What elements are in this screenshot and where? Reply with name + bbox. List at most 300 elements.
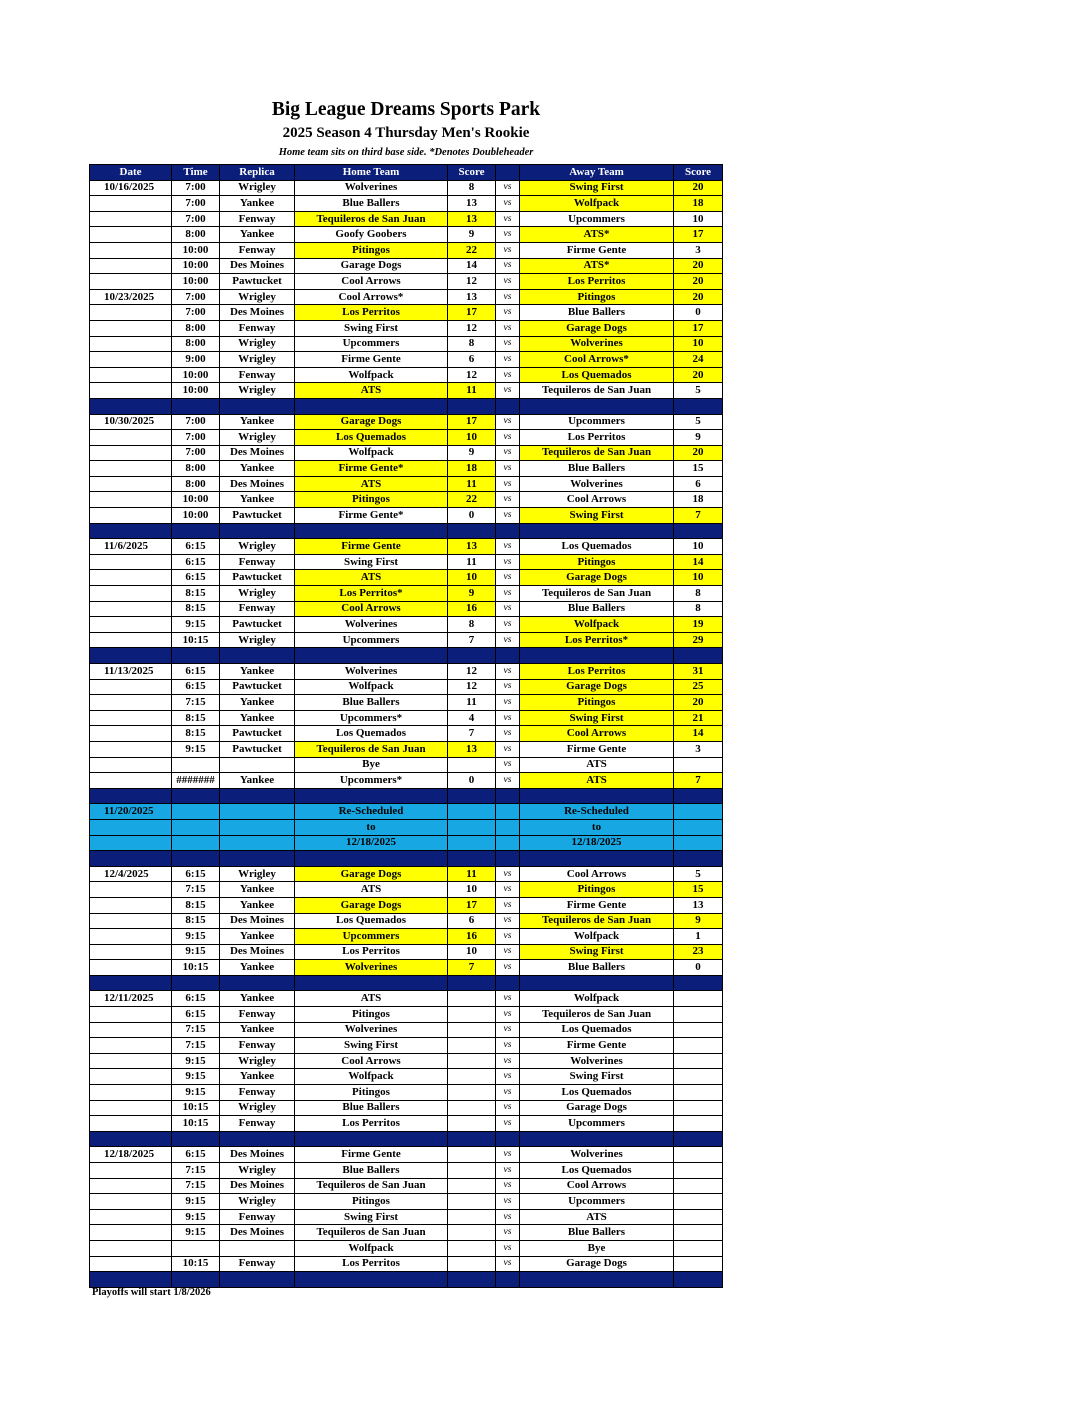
date-cell [90, 835, 172, 851]
vs-cell: vs [496, 1256, 520, 1272]
away-score-cell: 0 [674, 305, 723, 321]
time-cell: 9:00 [172, 352, 220, 368]
game-row [90, 1038, 723, 1054]
away-team-cell: Firme Gente [520, 242, 674, 258]
separator-cell [496, 648, 520, 664]
time-cell: 7:00 [172, 430, 220, 446]
time-cell: ####### [172, 773, 220, 789]
away-score-cell: 7 [674, 773, 723, 789]
time-cell: 7:15 [172, 1178, 220, 1194]
away-team-cell: Garage Dogs [520, 570, 674, 586]
time-cell [172, 757, 220, 773]
separator-cell [90, 523, 172, 539]
separator-cell [220, 851, 295, 867]
game-row [90, 695, 723, 711]
away-team-cell: Los Quemados [520, 1163, 674, 1179]
home-team-cell: Wolverines [295, 664, 448, 680]
away-team-cell: Swing First [520, 508, 674, 524]
away-score-cell: 17 [674, 227, 723, 243]
away-team-cell: Wolverines [520, 1147, 674, 1163]
vs-cell: vs [496, 1178, 520, 1194]
away-score-cell: 5 [674, 866, 723, 882]
time-cell: 10:15 [172, 632, 220, 648]
separator-cell [520, 975, 674, 991]
date-cell [90, 430, 172, 446]
vs-cell: vs [496, 960, 520, 976]
separator-cell [520, 648, 674, 664]
away-score-cell: 7 [674, 508, 723, 524]
game-row [90, 1116, 723, 1132]
time-cell: 7:15 [172, 695, 220, 711]
away-team-cell: ATS [520, 1209, 674, 1225]
home-team-cell: Cool Arrows [295, 1053, 448, 1069]
separator-cell [496, 788, 520, 804]
home-team-cell: Swing First [295, 1038, 448, 1054]
away-team-cell: Bye [520, 1240, 674, 1256]
home-team-cell: Cool Arrows [295, 274, 448, 290]
home-team-cell: Garage Dogs [295, 897, 448, 913]
vs-cell: vs [496, 726, 520, 742]
home-score-cell: 11 [448, 383, 496, 399]
away-score-cell: 21 [674, 710, 723, 726]
away-score-cell: 20 [674, 274, 723, 290]
separator-cell [220, 788, 295, 804]
separator-cell [496, 1131, 520, 1147]
away-team-cell: Swing First [520, 1069, 674, 1085]
separator-cell [90, 1272, 172, 1288]
away-score-cell: 8 [674, 586, 723, 602]
replica-cell: Yankee [220, 492, 295, 508]
home-team-cell: Re-Scheduled [295, 804, 448, 820]
time-cell: 8:00 [172, 336, 220, 352]
vs-cell: vs [496, 617, 520, 633]
home-score-cell [448, 1240, 496, 1256]
home-score-cell [448, 757, 496, 773]
home-team-cell: Los Perritos* [295, 586, 448, 602]
home-team-cell: Wolverines [295, 1022, 448, 1038]
vs-cell [496, 804, 520, 820]
vs-cell [496, 835, 520, 851]
home-team-cell: Garage Dogs [295, 258, 448, 274]
home-score-cell [448, 1178, 496, 1194]
replica-cell [220, 835, 295, 851]
separator-cell [172, 788, 220, 804]
time-cell: 6:15 [172, 570, 220, 586]
vs-cell: vs [496, 1022, 520, 1038]
game-row [90, 554, 723, 570]
game-row [90, 445, 723, 461]
col-header-home-score: Score [448, 165, 496, 181]
away-score-cell: 9 [674, 430, 723, 446]
game-row [90, 476, 723, 492]
away-score-cell: 15 [674, 461, 723, 477]
replica-cell: Des Moines [220, 258, 295, 274]
time-cell: 7:00 [172, 180, 220, 196]
home-team-cell: to [295, 819, 448, 835]
away-score-cell [674, 804, 723, 820]
replica-cell: Wrigley [220, 586, 295, 602]
home-team-cell: Goofy Goobers [295, 227, 448, 243]
time-cell: 7:15 [172, 1022, 220, 1038]
time-cell: 6:15 [172, 991, 220, 1007]
vs-cell: vs [496, 664, 520, 680]
separator-cell [674, 398, 723, 414]
separator-cell [520, 1131, 674, 1147]
home-score-cell [448, 1069, 496, 1085]
game-row [90, 258, 723, 274]
home-team-cell: Upcommers* [295, 710, 448, 726]
separator-cell [448, 398, 496, 414]
time-cell: 9:15 [172, 929, 220, 945]
separator-cell [172, 648, 220, 664]
away-team-cell: Wolverines [520, 1053, 674, 1069]
home-score-cell: 0 [448, 773, 496, 789]
separator-cell [520, 851, 674, 867]
away-team-cell: Swing First [520, 710, 674, 726]
away-team-cell: Cool Arrows* [520, 352, 674, 368]
away-score-cell [674, 1116, 723, 1132]
vs-cell: vs [496, 492, 520, 508]
away-score-cell: 20 [674, 445, 723, 461]
replica-cell: Fenway [220, 554, 295, 570]
date-cell [90, 1038, 172, 1054]
replica-cell: Des Moines [220, 445, 295, 461]
time-cell: 9:15 [172, 1085, 220, 1101]
game-row [90, 383, 723, 399]
home-score-cell: 22 [448, 242, 496, 258]
time-cell: 10:00 [172, 508, 220, 524]
home-team-cell: Firme Gente [295, 352, 448, 368]
away-score-cell: 20 [674, 695, 723, 711]
time-cell: 9:15 [172, 741, 220, 757]
game-row [90, 1178, 723, 1194]
vs-cell: vs [496, 554, 520, 570]
vs-cell: vs [496, 1194, 520, 1210]
vs-cell: vs [496, 757, 520, 773]
game-row [90, 1225, 723, 1241]
playoffs-note: Playoffs will start 1/8/2026 [92, 1287, 211, 1298]
away-score-cell [674, 819, 723, 835]
vs-cell: vs [496, 882, 520, 898]
vs-cell: vs [496, 1085, 520, 1101]
away-team-cell: Tequileros de San Juan [520, 445, 674, 461]
col-header-replica: Replica [220, 165, 295, 181]
time-cell: 7:15 [172, 1163, 220, 1179]
home-score-cell: 10 [448, 570, 496, 586]
away-team-cell: ATS [520, 757, 674, 773]
game-row [90, 1209, 723, 1225]
date-cell [90, 882, 172, 898]
date-cell [90, 1225, 172, 1241]
vs-cell: vs [496, 445, 520, 461]
date-cell [90, 710, 172, 726]
time-cell: 8:15 [172, 897, 220, 913]
vs-cell: vs [496, 242, 520, 258]
away-team-cell: Wolverines [520, 476, 674, 492]
home-team-cell: Tequileros de San Juan [295, 741, 448, 757]
date-cell [90, 1194, 172, 1210]
away-score-cell [674, 1100, 723, 1116]
date-cell [90, 1240, 172, 1256]
date-cell [90, 1022, 172, 1038]
time-cell: 8:15 [172, 601, 220, 617]
date-cell [90, 320, 172, 336]
away-score-cell [674, 1022, 723, 1038]
home-team-cell: Upcommers [295, 929, 448, 945]
time-cell: 9:15 [172, 1225, 220, 1241]
time-cell: 9:15 [172, 617, 220, 633]
replica-cell: Pawtucket [220, 726, 295, 742]
away-score-cell: 18 [674, 492, 723, 508]
game-row [90, 617, 723, 633]
date-cell [90, 196, 172, 212]
home-score-cell: 11 [448, 866, 496, 882]
date-cell [90, 757, 172, 773]
away-team-cell: Firme Gente [520, 741, 674, 757]
col-header-away-team: Away Team [520, 165, 674, 181]
replica-cell: Des Moines [220, 1178, 295, 1194]
date-cell [90, 461, 172, 477]
separator-cell [172, 523, 220, 539]
away-team-cell: Firme Gente [520, 1038, 674, 1054]
replica-cell: Yankee [220, 710, 295, 726]
vs-cell: vs [496, 710, 520, 726]
home-score-cell: 10 [448, 944, 496, 960]
game-row [90, 1240, 723, 1256]
date-cell [90, 741, 172, 757]
vs-cell: vs [496, 897, 520, 913]
home-score-cell [448, 1053, 496, 1069]
replica-cell: Fenway [220, 367, 295, 383]
home-score-cell [448, 804, 496, 820]
week-separator [90, 523, 723, 539]
replica-cell: Des Moines [220, 1147, 295, 1163]
home-team-cell: Swing First [295, 554, 448, 570]
replica-cell: Wrigley [220, 866, 295, 882]
separator-cell [172, 1272, 220, 1288]
replica-cell: Yankee [220, 196, 295, 212]
vs-cell: vs [496, 196, 520, 212]
game-row [90, 1085, 723, 1101]
replica-cell: Wrigley [220, 1100, 295, 1116]
separator-cell [220, 1272, 295, 1288]
game-row [90, 586, 723, 602]
separator-cell [520, 788, 674, 804]
time-cell: 9:15 [172, 1069, 220, 1085]
time-cell: 10:00 [172, 258, 220, 274]
away-score-cell: 20 [674, 180, 723, 196]
home-score-cell: 17 [448, 414, 496, 430]
away-team-cell: Tequileros de San Juan [520, 1007, 674, 1023]
date-cell [90, 1100, 172, 1116]
away-team-cell: Upcommers [520, 211, 674, 227]
date-cell [90, 586, 172, 602]
time-cell: 10:00 [172, 383, 220, 399]
away-team-cell: Blue Ballers [520, 1225, 674, 1241]
away-team-cell: Blue Ballers [520, 461, 674, 477]
replica-cell: Fenway [220, 211, 295, 227]
away-team-cell: Garage Dogs [520, 320, 674, 336]
time-cell: 10:00 [172, 492, 220, 508]
game-row [90, 461, 723, 477]
separator-cell [295, 1131, 448, 1147]
time-cell: 7:15 [172, 882, 220, 898]
separator-cell [496, 1272, 520, 1288]
time-cell: 6:15 [172, 554, 220, 570]
home-team-cell: Los Perritos [295, 1116, 448, 1132]
replica-cell: Des Moines [220, 1225, 295, 1241]
home-team-cell: Tequileros de San Juan [295, 1225, 448, 1241]
home-team-cell: ATS [295, 991, 448, 1007]
time-cell: 7:00 [172, 211, 220, 227]
schedule-table [89, 164, 723, 1288]
replica-cell: Des Moines [220, 913, 295, 929]
vs-cell: vs [496, 274, 520, 290]
away-score-cell: 24 [674, 352, 723, 368]
col-header-vs [496, 165, 520, 181]
vs-cell: vs [496, 383, 520, 399]
vs-cell: vs [496, 430, 520, 446]
home-team-cell: Garage Dogs [295, 414, 448, 430]
separator-cell [90, 788, 172, 804]
page-subtitle: 2025 Season 4 Thursday Men's Rookie [282, 125, 530, 141]
away-score-cell: 8 [674, 601, 723, 617]
separator-cell [520, 523, 674, 539]
replica-cell: Wrigley [220, 1163, 295, 1179]
home-score-cell: 11 [448, 476, 496, 492]
separator-cell [220, 975, 295, 991]
home-score-cell: 12 [448, 367, 496, 383]
time-cell: 8:15 [172, 710, 220, 726]
home-team-cell: Wolverines [295, 180, 448, 196]
replica-cell: Yankee [220, 897, 295, 913]
home-team-cell: Firme Gente* [295, 461, 448, 477]
home-score-cell [448, 1209, 496, 1225]
separator-cell [448, 1272, 496, 1288]
date-cell: 10/23/2025 [90, 289, 172, 305]
separator-cell [172, 1131, 220, 1147]
away-score-cell: 9 [674, 913, 723, 929]
replica-cell: Wrigley [220, 383, 295, 399]
away-score-cell [674, 1240, 723, 1256]
home-score-cell: 10 [448, 430, 496, 446]
away-team-cell: Los Perritos [520, 664, 674, 680]
away-team-cell: Swing First [520, 180, 674, 196]
away-team-cell: Upcommers [520, 1116, 674, 1132]
home-team-cell: Firme Gente [295, 539, 448, 555]
time-cell: 8:15 [172, 913, 220, 929]
home-team-cell: Blue Ballers [295, 1163, 448, 1179]
date-cell [90, 819, 172, 835]
game-row [90, 492, 723, 508]
time-cell: 10:00 [172, 367, 220, 383]
replica-cell: Pawtucket [220, 741, 295, 757]
vs-cell: vs [496, 679, 520, 695]
away-team-cell: to [520, 819, 674, 835]
date-cell [90, 383, 172, 399]
replica-cell: Yankee [220, 991, 295, 1007]
date-cell [90, 929, 172, 945]
replica-cell: Wrigley [220, 430, 295, 446]
vs-cell: vs [496, 1007, 520, 1023]
col-header-date: Date [90, 165, 172, 181]
vs-cell: vs [496, 289, 520, 305]
game-row [90, 741, 723, 757]
away-score-cell [674, 1225, 723, 1241]
home-team-cell: Swing First [295, 320, 448, 336]
home-team-cell: Wolfpack [295, 1240, 448, 1256]
date-cell [90, 960, 172, 976]
replica-cell: Fenway [220, 1209, 295, 1225]
home-team-cell: Firme Gente [295, 1147, 448, 1163]
time-cell: 6:15 [172, 679, 220, 695]
home-team-cell: Los Quemados [295, 430, 448, 446]
vs-cell: vs [496, 1053, 520, 1069]
separator-cell [90, 975, 172, 991]
game-row [90, 913, 723, 929]
home-team-cell: Los Perritos [295, 1256, 448, 1272]
replica-cell: Fenway [220, 242, 295, 258]
separator-cell [90, 1131, 172, 1147]
date-cell [90, 258, 172, 274]
game-row [90, 1069, 723, 1085]
game-row [90, 679, 723, 695]
home-score-cell: 10 [448, 882, 496, 898]
replica-cell: Fenway [220, 1085, 295, 1101]
vs-cell [496, 819, 520, 835]
date-cell [90, 211, 172, 227]
time-cell: 8:00 [172, 476, 220, 492]
home-score-cell: 6 [448, 913, 496, 929]
home-team-cell: Pitingos [295, 1007, 448, 1023]
away-team-cell: Los Perritos* [520, 632, 674, 648]
separator-cell [220, 398, 295, 414]
time-cell: 10:15 [172, 1100, 220, 1116]
date-cell [90, 1116, 172, 1132]
away-team-cell: Wolfpack [520, 196, 674, 212]
away-team-cell: Garage Dogs [520, 679, 674, 695]
home-team-cell: Firme Gente* [295, 508, 448, 524]
home-score-cell: 16 [448, 601, 496, 617]
date-cell [90, 1053, 172, 1069]
week-separator [90, 1272, 723, 1288]
vs-cell: vs [496, 866, 520, 882]
time-cell [172, 835, 220, 851]
away-team-cell: Wolverines [520, 336, 674, 352]
separator-cell [674, 523, 723, 539]
home-team-cell: Cool Arrows* [295, 289, 448, 305]
week-separator [90, 398, 723, 414]
away-score-cell: 10 [674, 336, 723, 352]
replica-cell: Yankee [220, 461, 295, 477]
home-score-cell: 13 [448, 211, 496, 227]
time-cell: 8:15 [172, 726, 220, 742]
away-team-cell: Los Quemados [520, 367, 674, 383]
game-row [90, 227, 723, 243]
vs-cell: vs [496, 991, 520, 1007]
home-team-cell: Pitingos [295, 492, 448, 508]
game-row [90, 1163, 723, 1179]
away-score-cell [674, 991, 723, 1007]
time-cell: 7:00 [172, 196, 220, 212]
replica-cell: Fenway [220, 1007, 295, 1023]
separator-cell [295, 851, 448, 867]
home-score-cell: 13 [448, 196, 496, 212]
home-score-cell: 9 [448, 586, 496, 602]
vs-cell: vs [496, 258, 520, 274]
away-team-cell: Los Perritos [520, 274, 674, 290]
date-cell [90, 913, 172, 929]
